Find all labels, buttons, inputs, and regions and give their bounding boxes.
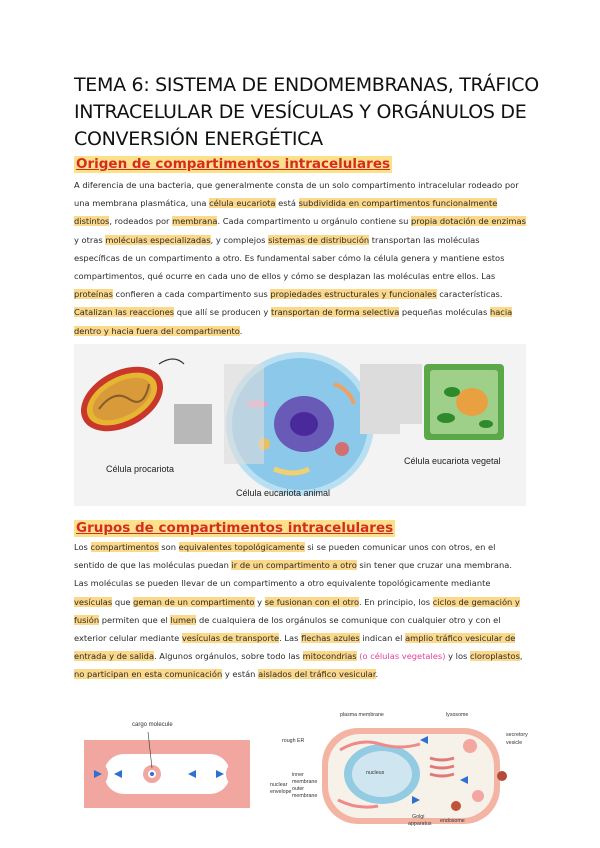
highlight: propiedades estructurales y funcionales [270,289,437,300]
text-run: . [239,325,243,336]
highlight: flechas azules [301,633,360,644]
text-run: sin tener que cruzar una membrana. Las moléculas se pueden llevar de un compartimento a otro equivalente topológicamente mediante [74,560,512,589]
inner-label: inner [292,772,304,778]
highlight: Catalizan las reacciones [74,307,175,318]
highlight: amplio tráfico vesicular de entrada y de salida [74,633,516,662]
text-run: . Cada compartimento u orgánulo contiene su [217,216,411,227]
inner-membrane-label: membrane [292,779,318,785]
text-run: pequeñas moléculas [399,307,490,318]
lysosome-label: lysosome [446,712,469,718]
text-run: que [112,596,134,607]
highlight: hacia dentro y hacia fuera del compartimento [74,307,513,336]
highlight: aislados del tráfico vesicular [258,669,376,680]
highlight: célula eucariota [209,198,276,209]
animal-cell-label: Célula eucariota animal [236,488,331,498]
plasma-membrane-label: plasma membrane [340,712,384,718]
pink-note: (o células vegetales) [359,651,446,662]
endosome-label: endosome [440,818,465,824]
nucleus-label: nucleus [366,770,385,776]
animal-cell-image [224,352,400,496]
title-line-1: TEMA 6: SISTEMA DE ENDOMEMBRANAS, TRÁFICO [74,74,539,96]
secretory-label: secretory [506,732,528,738]
plant-cell-label: Célula eucariota vegetal [404,456,501,466]
text-run: A diferencia de una bacteria, que generalmente consta de un solo compartimento intracelular rodeado por una membrana plasmática, una [74,180,519,209]
text-run: permiten que el [99,614,171,625]
page-title [74,72,544,153]
text-run: si se pueden comunicar unos con otros, en el sentido de que las moléculas puedan [74,542,496,571]
paragraph-origin [74,176,526,340]
text-run: . Las [279,633,302,644]
highlight: vesículas de transporte [181,633,280,644]
text-run: y están [222,669,259,680]
rough-er-label: rough ER [282,738,305,744]
text-run: Los [74,542,91,552]
text-run: . En principio, los [358,596,433,607]
golgi-label: Golgi [412,814,425,820]
highlight: compartimentos [90,542,159,552]
plant-cell-image [400,364,504,440]
highlight: transportan de forma selectiva [270,307,400,318]
highlight: lumen [170,614,197,625]
endomembrane-diagram [270,710,530,830]
text-run: está [275,198,299,209]
highlight: no participan en esta comunicación [74,669,223,680]
highlight: vesículas [74,596,113,607]
section-heading-origin: Origen de compartimentos intracelulares [76,156,391,172]
vesicle-budding-figure [84,718,250,808]
text-run: características. [436,289,503,300]
outer-membrane-label: membrane [292,793,318,799]
highlight: se fusionan con el otro [264,596,359,607]
apparatus-label: apparatus [408,821,432,827]
text-run: , [519,651,523,662]
text-run: . Algunos orgánulos, sobre todo las [154,651,303,662]
highlight: cloroplastos [470,651,520,662]
text-run: . [375,669,379,680]
cargo-molecule-label: cargo molecule [132,722,173,728]
highlight: mitocondrias [302,651,357,662]
text-run: y otras [74,234,106,245]
cell-illustration [74,344,526,506]
paragraph-groups [74,538,526,684]
title-line-2: INTRACELULAR DE VESÍCULAS Y ORGÁNULOS DE [74,101,527,123]
text-run: y [254,596,265,607]
outer-label: outer [292,786,305,792]
text-run: de cualquiera de los orgánulos se comunique con cualquier otro y con el exterior celular mediante [74,614,501,644]
highlight: membrana [172,216,218,227]
highlight: equivalentes topológicamente [178,542,305,552]
highlight: ir de un compartimento a otro [231,560,357,571]
vesicle-diagram [84,718,250,808]
text-run: , y complejos [210,234,269,245]
vesicle-label: vesicle [506,740,523,746]
prokaryote-label: Célula procariota [106,464,175,474]
highlight: geman de un compartimento [133,596,255,607]
endomembrane-figure [270,710,530,830]
highlight: ciclos de gemación y fusión [74,596,520,625]
envelope-label: envelope [270,789,292,795]
highlight: proteínas [74,289,113,300]
prokaryote-cell-image [74,354,212,445]
text-run: que allí se producen y [174,307,271,318]
text-run: y los [445,651,471,662]
text-run: indican el [359,633,406,644]
cell-types-figure [74,344,526,506]
highlight: subdividida en compartimentos funcionalmente distintos [74,198,498,227]
title-line-3: CONVERSIÓN ENERGÉTICA [74,128,323,150]
highlight: moléculas especializadas [105,234,211,245]
text-run: confieren a cada compartimento sus [112,289,271,300]
text-run: son [158,542,179,552]
highlight: sistemas de distribución [268,234,370,245]
nuclear-label: nuclear [270,782,288,788]
section-heading-groups: Grupos de compartimentos intracelulares [76,520,394,536]
text-run: , rodeados por [109,216,173,227]
text-run: transportan las moléculas específicas de un compartimento a otro. Es fundamental saber cómo la célula genera y mantiene estos compartimentos, qué ocurre en cada uno de ellos y cómo se desplazan las moléculas entre ellos. Las [74,234,505,282]
highlight: propia dotación de enzimas [410,216,526,227]
